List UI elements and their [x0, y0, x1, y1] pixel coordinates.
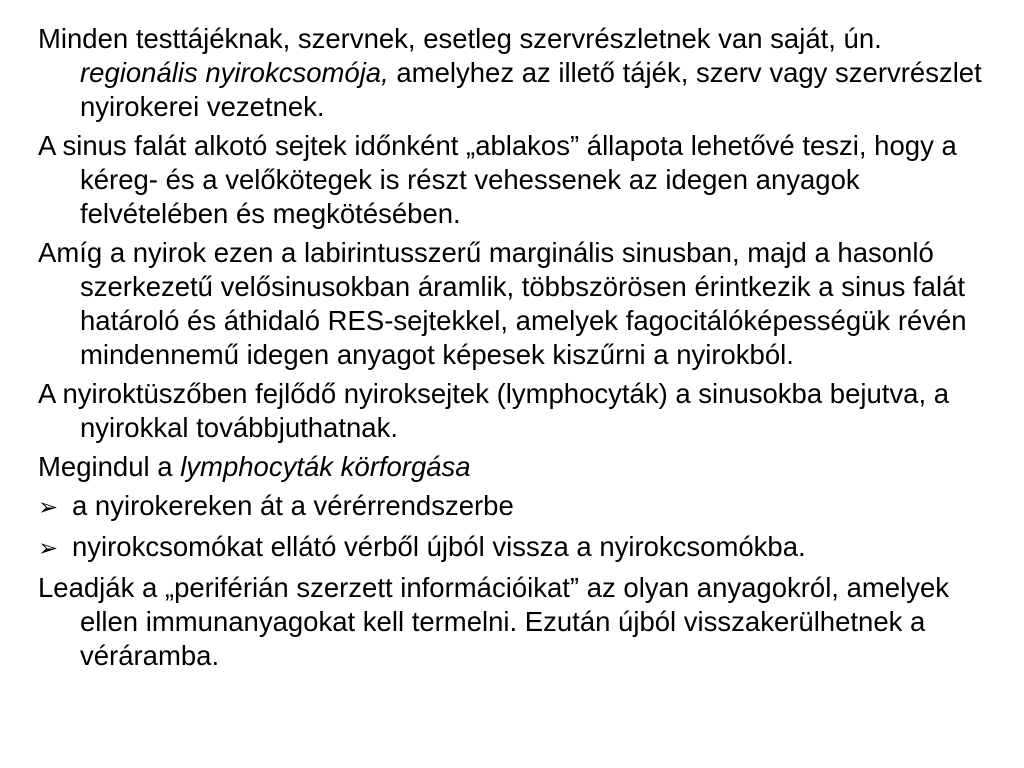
- paragraph-1-italic: regionális nyirokcsomója,: [80, 57, 389, 88]
- bullet-item-1-text: a nyirokereken át a vérérrendszerbe: [72, 490, 514, 521]
- slide-body: [38, 22, 998, 673]
- paragraph-circulation: [38, 450, 998, 484]
- paragraph-sinus-wall: A sinus falát alkotó sejtek időnként „ablakos” állapota lehetővé teszi, hogy a kéreg- és a velőkötegek is részt vehessenek az idegen anyagok felvételében és megkötésében.: [38, 130, 957, 229]
- paragraph-1-text-end: amelyhez az illető tájék, szerv vagy szervrészlet nyirokerei vezetnek.: [80, 57, 982, 122]
- paragraph-lymphocytes: A nyiroktüszőben fejlődő nyiroksejtek (lymphocyták) a sinusokba bejutva, a nyirokkal továbbjuthatnak.: [38, 378, 950, 443]
- paragraph-1-text: Minden testtájéknak, szervnek, esetleg szervrészletnek van saját, ún.: [38, 23, 882, 54]
- bullet-item-1: [38, 489, 998, 525]
- paragraph-5-italic: lymphocyták körforgása: [180, 451, 471, 482]
- bullet-item-2: [38, 530, 998, 566]
- paragraph-5-text: Megindul a: [38, 451, 181, 482]
- arrow-bullet-icon: ➢: [38, 494, 59, 521]
- paragraph-regional-lymph-node: [38, 22, 998, 124]
- arrow-bullet-icon: ➢: [38, 535, 59, 562]
- bullet-item-2-text: nyirokcsomókat ellátó vérből újból vissza a nyirokcsomókba.: [72, 531, 806, 562]
- paragraph-information: Leadják a „periférián szerzett információikat” az olyan anyagokról, amelyek ellen immunanyagokat kell termelni. Ezután újból visszakerülhetnek a véráramba.: [38, 572, 949, 671]
- paragraph-marginal-sinus: Amíg a nyirok ezen a labirintusszerű marginális sinusban, majd a hasonló szerkezetű velősinusokban áramlik, többszörösen érintkezik a sinus falát határoló és áthidaló RES-sejtekkel, amelyek fagocitálóképességük révén mindennemű idegen anyagot képesek kiszűrni a nyirokból.: [38, 237, 967, 370]
